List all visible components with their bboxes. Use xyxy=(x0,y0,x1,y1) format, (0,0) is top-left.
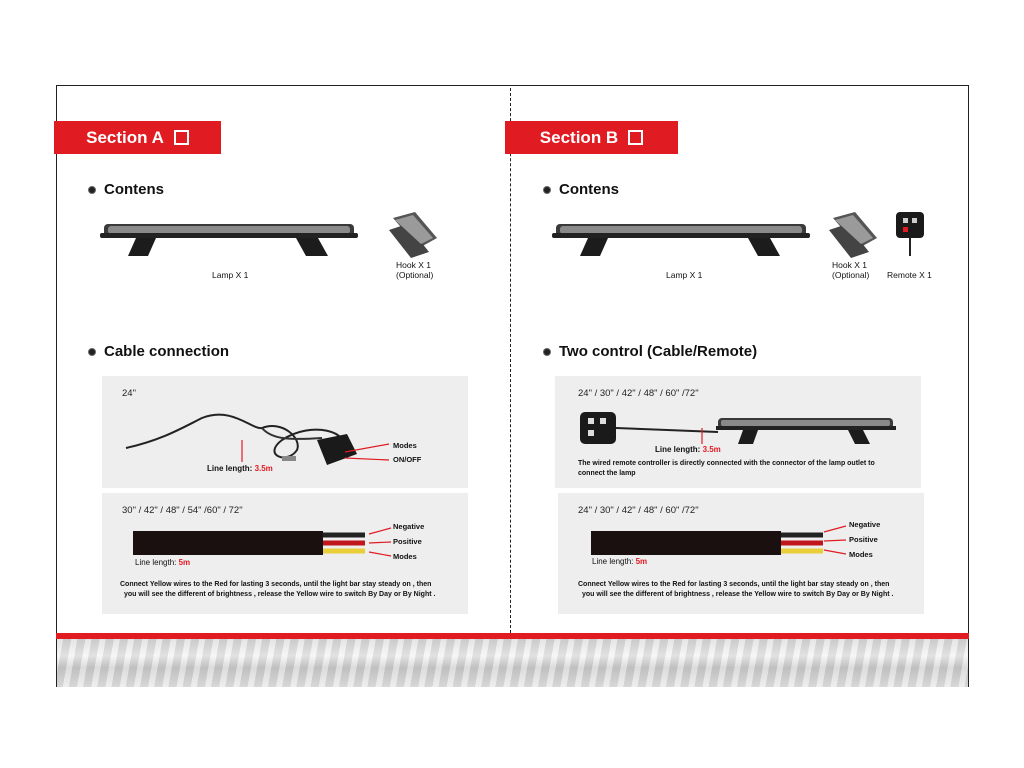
bullet-icon xyxy=(543,348,551,356)
section-b-checkbox[interactable] xyxy=(628,130,643,145)
instruction-note xyxy=(120,580,435,600)
panel-title: 24" / 30" / 42" / 48" / 60" /72" xyxy=(578,388,699,399)
wire-arrows-icon xyxy=(820,522,848,560)
instruction-note xyxy=(578,580,893,600)
remote-and-lamp-image xyxy=(578,408,898,456)
instruction-line2: you will see the different of brightness , release the Yellow wire to switch By Day or By Night . xyxy=(124,591,436,598)
hook-caption-line2: (Optional) xyxy=(832,270,870,280)
positive-label: Positive xyxy=(849,535,878,544)
section-b-remote-caption: Remote X 1 xyxy=(887,270,932,280)
positive-label: Positive xyxy=(393,537,422,546)
hook-caption-line2: (Optional) xyxy=(396,270,434,280)
section-b-banner[interactable] xyxy=(505,121,678,154)
section-b-contents-label: Contens xyxy=(559,181,619,198)
instruction-line2: you will see the different of brightness , release the Yellow wire to switch By Day or By Night . xyxy=(582,591,894,598)
bullet-icon xyxy=(88,186,96,194)
negative-label: Negative xyxy=(393,522,425,531)
section-divider xyxy=(510,88,511,633)
line-length-text: Line length: 5m xyxy=(135,558,191,567)
section-b-hook-image xyxy=(825,208,885,258)
bullet-icon xyxy=(88,348,96,356)
section-b-title: Section B xyxy=(539,127,619,147)
panel-title: 24" / 30" / 42" / 48" / 60" /72" xyxy=(578,505,699,516)
line-length-pointer-icon xyxy=(240,440,244,462)
remote-note-line1: The wired remote controller is directly connected with the connector of the lamp outlet to xyxy=(578,460,875,467)
modes-label: Modes xyxy=(849,550,873,559)
line-length-text: Line length: 3.5m xyxy=(655,445,721,454)
line-length-text: Line length: 5m xyxy=(592,557,648,566)
wire-cable-image xyxy=(591,527,826,559)
section-b-lamp-image xyxy=(548,218,813,262)
modes-label: Modes xyxy=(393,552,417,561)
section-b-control-label: Two control (Cable/Remote) xyxy=(559,343,758,360)
wire-arrows-icon xyxy=(365,524,393,562)
section-b-remote-image xyxy=(894,210,928,260)
section-a-title: Section A xyxy=(86,127,164,147)
hook-caption-line1: Hook X 1 xyxy=(396,260,431,270)
section-a-contents-heading xyxy=(88,181,164,198)
section-a-contents-label: Contens xyxy=(104,181,164,198)
footer-metal-texture xyxy=(57,639,968,687)
instruction-line1: Connect Yellow wires to the Red for lasting 3 seconds, until the light bar stay steady on , then xyxy=(578,581,890,588)
section-a-lamp-image xyxy=(96,218,361,262)
wire-cable-image xyxy=(133,527,368,559)
line-length-pointer-icon xyxy=(700,428,704,444)
section-b-control-heading xyxy=(543,343,757,360)
section-a-checkbox[interactable] xyxy=(174,130,189,145)
modes-label: Modes xyxy=(393,441,417,450)
section-b-hook-caption xyxy=(832,260,869,280)
section-a-banner[interactable] xyxy=(54,121,221,154)
hook-caption-line1: Hook X 1 xyxy=(832,260,867,270)
bullet-icon xyxy=(543,186,551,194)
section-a-hook-caption xyxy=(396,260,433,280)
section-a-hook-image xyxy=(385,208,445,258)
modes-arrow-icon xyxy=(345,440,393,464)
section-b-lamp-caption: Lamp X 1 xyxy=(666,270,703,280)
panel-title: 24" xyxy=(122,388,136,399)
panel-title: 30" / 42" / 48" / 54" /60" / 72" xyxy=(122,505,243,516)
section-a-cable-label: Cable connection xyxy=(104,343,230,360)
section-a-lamp-caption: Lamp X 1 xyxy=(212,270,249,280)
instruction-line1: Connect Yellow wires to the Red for lasting 3 seconds, until the light bar stay steady on , then xyxy=(120,581,432,588)
negative-label: Negative xyxy=(849,520,881,529)
line-length-text: Line length: 3.5m xyxy=(207,464,273,473)
remote-note xyxy=(578,459,875,479)
remote-note-line2: connect the lamp xyxy=(578,470,636,477)
section-a-cable-heading xyxy=(88,343,229,360)
onoff-label: ON/OFF xyxy=(393,455,422,464)
section-b-contents-heading xyxy=(543,181,619,198)
